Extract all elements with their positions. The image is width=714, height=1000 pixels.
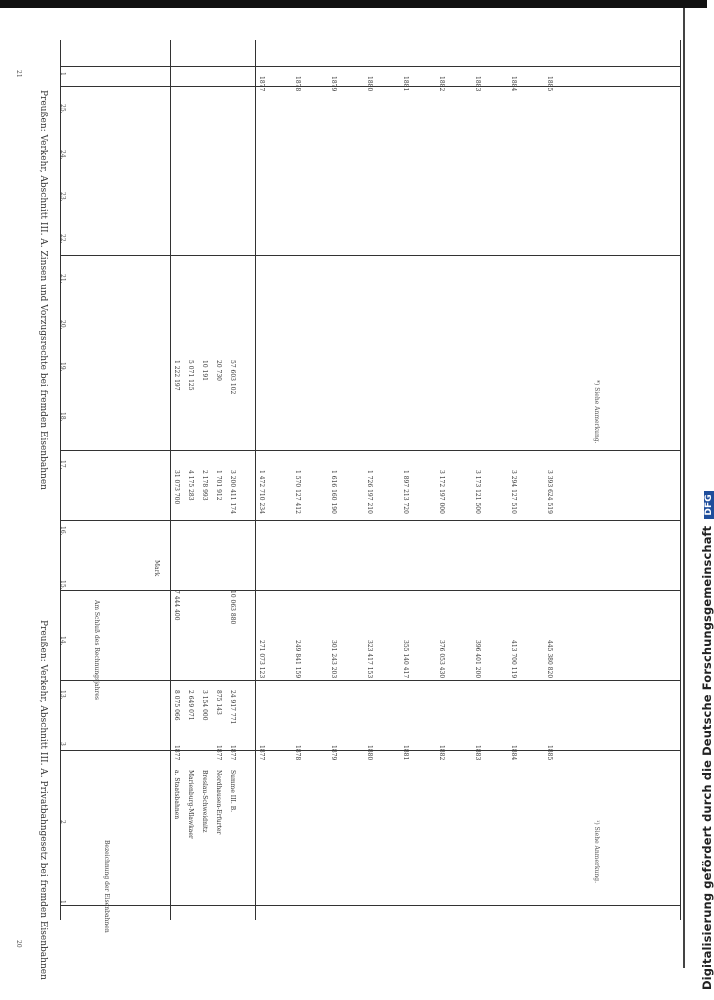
table-rule [60,680,680,681]
table-rule [60,255,680,256]
row-value: 24 917 771 [229,690,236,725]
year-cell: 1879 [330,76,337,92]
column-number: 19. [59,362,66,372]
table-rule [60,450,680,451]
row-value: 1 701 912 [215,470,222,501]
row-label: Nordhausen-Erfurter [215,770,222,835]
row-label: a. Staatsbahnen [173,770,180,820]
value-cell: 301 243 203 [330,640,337,679]
table-rule-vertical [255,40,256,920]
dfg-logo: DFG [704,491,714,518]
value-cell: 1 472 710 234 [258,470,265,514]
year-cell: 1877 [258,745,265,761]
value-cell: 396 401 200 [474,640,481,679]
row-value: 31 073 700 [173,470,180,505]
value-cell: 1 570 127 412 [294,470,301,514]
value-cell: 249 841 159 [294,640,301,679]
row-value: 10 063 880 [229,590,236,625]
table-rule [60,590,680,591]
value-cell: 323 417 153 [366,640,373,679]
value-cell: 355 140 417 [402,640,409,679]
year-cell: 1880 [366,76,373,92]
column-number: 22. [59,234,66,244]
page-number-left: 20 [15,940,22,948]
year-cell: 1877 [258,76,265,92]
value-cell: 271 073 123 [258,640,265,679]
heading-kosten: Am Schluß des Rechnungsjahres [93,600,100,700]
column-number: 17. [59,460,66,470]
column-number: 14. [59,636,66,646]
credit-text: Digitalisierung gefördert durch die Deutsche Forschungsgemeinschaft [700,525,714,990]
column-number: 21. [59,274,66,284]
column-number: 13. [59,690,66,700]
value-cell: 1 897 213 720 [402,470,409,514]
column-number: 20. [59,320,66,330]
row-label: Breslau-Schweidnitz [201,770,208,833]
value-cell: 3 294 127 510 [510,470,517,514]
year-cell: 1883 [474,745,481,761]
year-cell: 1879 [330,745,337,761]
year-cell: 1881 [402,745,409,761]
row-value: 1 222 197 [173,360,180,391]
column-number: 25. [59,104,66,114]
column-number: 18. [59,412,66,422]
row-value: 20 730 [215,360,222,381]
year-cell: 1882 [438,76,445,92]
column-number: 24. [59,150,66,160]
value-cell: 413 700 119 [510,640,517,679]
row-value: 10 191 [201,360,208,381]
row-year: 1877 [173,745,180,761]
value-cell: 1 726 197 210 [366,470,373,514]
row-value: 57 603 102 [229,360,236,395]
row-value: 875 143 [215,690,222,715]
year-cell: 1884 [510,745,517,761]
column-number: 15. [59,580,66,590]
value-cell: 3 173 121 500 [474,470,481,514]
column-number: 16. [59,526,66,536]
page-edge [683,8,685,968]
year-cell: 1885 [546,745,553,761]
row-label: Summe III. B. [229,770,236,813]
year-cell: 1881 [402,76,409,92]
row-value: 2 649 071 [187,690,194,721]
year-cell: 1882 [438,745,445,761]
table-rule-vertical [60,40,61,920]
row-label: Marienburg-Mlawkaer [187,770,194,839]
table-rule [60,66,680,67]
year-cell: 1880 [366,745,373,761]
year-cell: 1878 [294,76,301,92]
row-value: 8 075 066 [173,690,180,721]
heading-bezeichnung: Bezeichnung der Eisenbahnen [103,840,110,933]
year-cell: 1878 [294,745,301,761]
value-cell: 3 393 624 519 [546,470,553,514]
row-value: 2 178 993 [201,470,208,501]
value-cell: 3 172 197 000 [438,470,445,514]
right-title: Preußen: Verkehr, Abschnitt III. A. Zinsen und Vorzugsrechte bei fremden Eisenbahnen [38,90,48,490]
row-value: 3 200 411 174 [229,470,236,514]
column-number: 3 [59,742,66,746]
table-rule [60,905,680,906]
left-title: Preußen: Verkehr, Abschnitt III. A. Privatbahngesetz bei fremden Eisenbahnen [38,620,48,980]
table-rule-vertical [680,40,681,920]
row-value: 4 175 283 [187,470,194,501]
row-year: 1877 [215,745,222,761]
scan-border-top [0,0,707,8]
year-cell: 1885 [546,76,553,92]
footnote: ¹) Siehe Anmerkung. [593,820,600,883]
value-cell: 1 616 160 190 [330,470,337,514]
heading-mark: Mark [153,560,160,577]
column-number: 23. [59,192,66,202]
row-value: 7 444 400 [173,590,180,621]
column-number: 2 [59,820,66,824]
column-number: 1 [59,900,66,904]
row-value: 3 154 000 [201,690,208,721]
row-value: 5 071 125 [187,360,194,391]
page-number-right: 21 [15,70,22,78]
row-year: 1877 [229,745,236,761]
column-number: 1 [59,72,66,76]
value-cell: 445 380 820 [546,640,553,679]
year-cell: 1883 [474,76,481,92]
table-rule [60,520,680,521]
table-rule-vertical [170,40,171,920]
dfg-credit [700,491,714,990]
year-cell: 1884 [510,76,517,92]
value-cell: 376 053 430 [438,640,445,679]
footnote: *) Siehe Anmerkung. [593,380,600,444]
